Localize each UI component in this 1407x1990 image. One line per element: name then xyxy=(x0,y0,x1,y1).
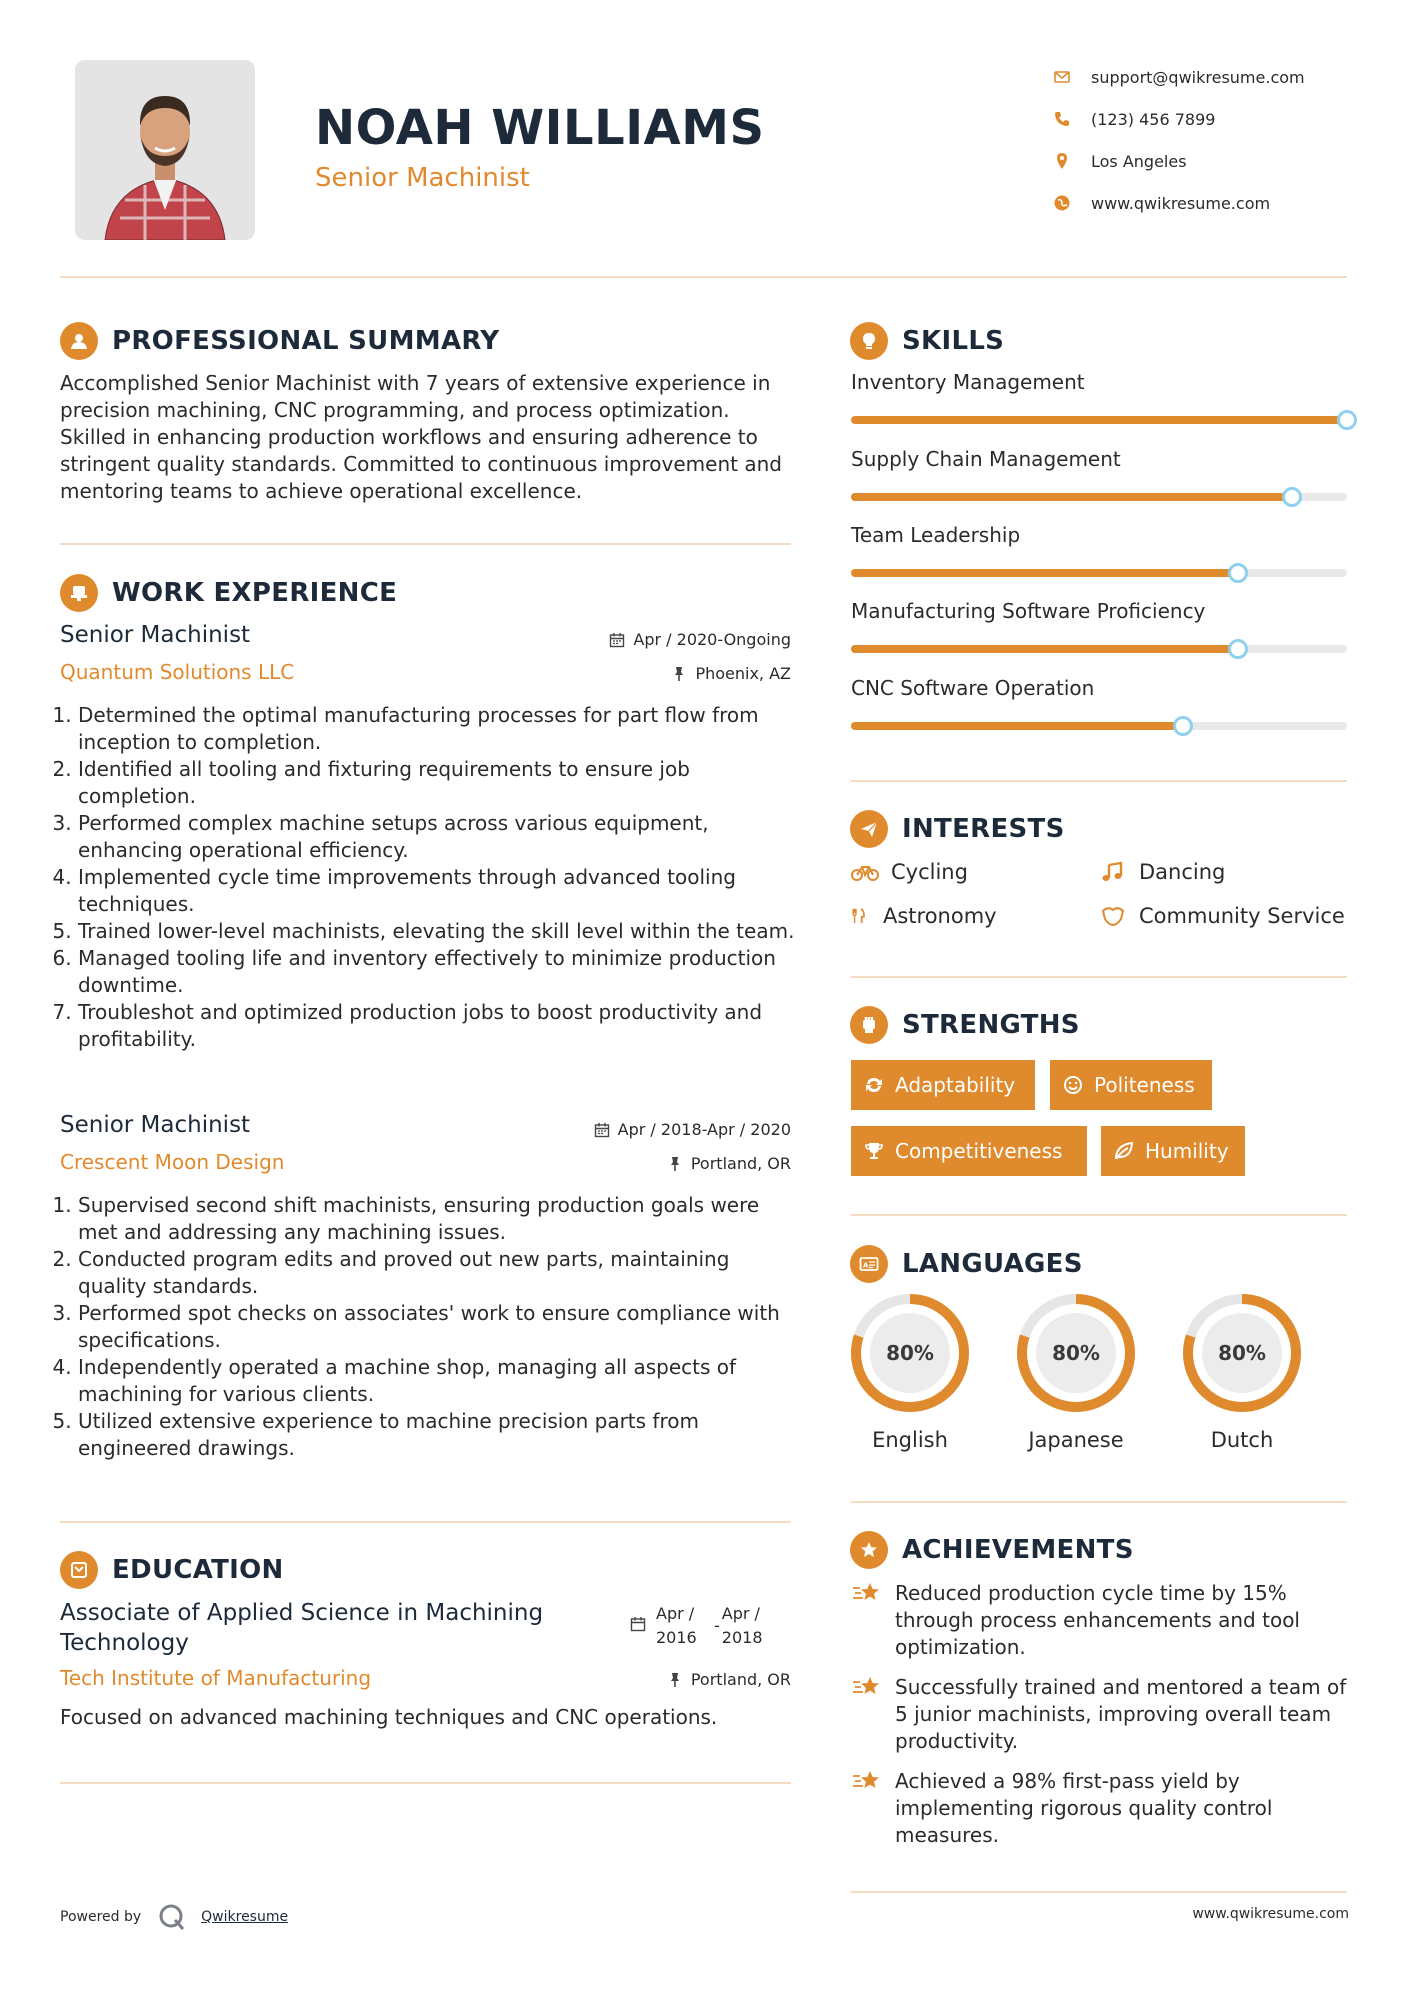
interests-heading-text: INTERESTS xyxy=(902,814,1065,844)
achievement-1 xyxy=(851,1580,1347,1661)
skill-3-fill xyxy=(851,569,1238,577)
skills-heading-text: SKILLS xyxy=(902,326,1005,356)
star-icon xyxy=(851,1768,885,1798)
education-end-year: 2018 xyxy=(721,1628,763,1647)
footer-powered-by xyxy=(60,1902,288,1932)
skill-3-bar xyxy=(851,569,1347,577)
fist-icon xyxy=(850,1006,888,1044)
skill-5-bar xyxy=(851,722,1347,730)
star-icon xyxy=(851,1580,885,1610)
pin-icon xyxy=(671,666,687,682)
interest-cycling-text: Cycling xyxy=(891,860,968,884)
contact-list xyxy=(1053,56,1305,224)
education-date-dash: - xyxy=(714,1616,720,1635)
skill-4-name: Manufacturing Software Proficiency xyxy=(851,599,1206,623)
list-item: 3. Performed spot checks on associates' work to ensure compliance with specifications. xyxy=(78,1300,795,1354)
interest-dancing xyxy=(1099,860,1225,884)
briefcase-icon xyxy=(60,574,98,612)
interests-divider xyxy=(851,976,1347,978)
bicycle-icon xyxy=(851,861,879,883)
achievement-3-text: Achieved a 98% first-pass yield by implementing rigorous quality control measures. xyxy=(895,1769,1273,1847)
job-1-company: Quantum Solutions LLC xyxy=(60,660,295,684)
interests-heading xyxy=(850,810,1065,848)
strength-adaptability xyxy=(851,1060,1035,1110)
job-1-date-text: Apr / 2020-Ongoing xyxy=(633,630,791,649)
job-1-title: Senior Machinist xyxy=(60,622,251,648)
skills-heading xyxy=(850,322,1004,360)
paper-plane-icon xyxy=(850,810,888,848)
japanese-progress-ring xyxy=(1015,1292,1137,1414)
interest-dancing-text: Dancing xyxy=(1139,860,1226,884)
contact-email-text: support@qwikresume.com xyxy=(1091,67,1305,87)
job-1-location xyxy=(520,664,791,683)
skill-4-knob[interactable] xyxy=(1228,639,1248,659)
education-divider xyxy=(60,1782,791,1784)
list-item: 4. Independently operated a machine shop, managing all aspects of machining for various clients. xyxy=(78,1354,795,1408)
skill-4-fill xyxy=(851,645,1238,653)
skill-2-bar xyxy=(851,493,1347,501)
languages-heading xyxy=(850,1245,1083,1283)
skill-1-fill xyxy=(851,416,1347,424)
language-dutch xyxy=(1177,1292,1307,1452)
strengths-divider xyxy=(851,1214,1347,1216)
contact-location-text: Los Angeles xyxy=(1091,151,1187,171)
lightbulb-icon xyxy=(850,322,888,360)
graduation-icon xyxy=(60,1551,98,1589)
interest-cycling xyxy=(851,860,968,884)
envelope-icon xyxy=(1053,68,1071,86)
contact-website[interactable] xyxy=(1053,182,1305,224)
job-1-location-text: Phoenix, AZ xyxy=(695,664,791,683)
education-heading-text: EDUCATION xyxy=(112,1555,284,1585)
strength-politeness xyxy=(1050,1060,1212,1110)
job-2-bullets xyxy=(60,1192,795,1462)
calendar-icon xyxy=(609,632,625,648)
globe-icon xyxy=(1053,194,1071,212)
strength-competitiveness xyxy=(851,1126,1087,1176)
education-end xyxy=(722,1602,763,1650)
list-item: 5. Trained lower-level machinists, elevating the skill level within the team. xyxy=(78,918,795,945)
dutch-percent: 80% xyxy=(1218,1341,1266,1365)
map-pin-icon xyxy=(1053,152,1071,170)
phone-icon xyxy=(1053,110,1071,128)
education-school: Tech Institute of Manufacturing xyxy=(60,1666,372,1690)
education-heading xyxy=(60,1551,284,1589)
skill-1-name: Inventory Management xyxy=(851,370,1085,394)
shield-icon xyxy=(1099,905,1127,927)
leaf-icon xyxy=(1113,1140,1135,1162)
contact-phone-text: (123) 456 7899 xyxy=(1091,109,1216,129)
work-divider xyxy=(60,1521,791,1523)
skill-1-bar xyxy=(851,416,1347,424)
contact-phone[interactable] xyxy=(1053,98,1305,140)
strength-humility-text: Humility xyxy=(1145,1139,1229,1163)
pin-icon xyxy=(667,1156,683,1172)
interest-community-service xyxy=(1099,904,1345,928)
list-item: 3. Performed complex machine setups across various equipment, enhancing operational efficiency. xyxy=(78,810,795,864)
achievement-2 xyxy=(851,1674,1347,1755)
list-item: 1. Determined the optimal manufacturing processes for part flow from inception to completion. xyxy=(78,702,795,756)
skill-5-name: CNC Software Operation xyxy=(851,676,1095,700)
list-item: 6. Managed tooling life and inventory effectively to minimize production downtime. xyxy=(78,945,795,999)
list-item: 1. Supervised second shift machinists, ensuring production goals were met and addressing any machining issues. xyxy=(78,1192,795,1246)
skill-2-name: Supply Chain Management xyxy=(851,447,1121,471)
candidate-name: NOAH WILLIAMS xyxy=(315,100,765,156)
pin-icon xyxy=(667,1672,683,1688)
dutch-label: Dutch xyxy=(1210,1428,1274,1452)
id-card-icon xyxy=(850,1245,888,1283)
summary-text: Accomplished Senior Machinist with 7 years of extensive experience in precision machining, CNC programming, and process optimization. Skilled in enhancing production workflows and ensuring adherence to stringent quality standards. Committed to continuous improvement and mentoring teams to achieve operational excellence. xyxy=(60,371,782,503)
japanese-percent: 80% xyxy=(1052,1341,1100,1365)
list-item: 5. Utilized extensive experience to machine precision parts from engineered drawings. xyxy=(78,1408,795,1462)
english-progress-ring xyxy=(849,1292,971,1414)
candidate-title: Senior Machinist xyxy=(315,163,530,193)
education-dates xyxy=(630,1602,763,1650)
education-degree: Associate of Applied Science in Machining Technology xyxy=(60,1600,544,1656)
english-percent: 80% xyxy=(886,1341,934,1365)
education-location xyxy=(520,1670,791,1689)
strength-competitiveness-text: Competitiveness xyxy=(895,1139,1063,1163)
calendar-icon xyxy=(630,1616,646,1632)
header-divider xyxy=(60,276,1347,278)
language-japanese xyxy=(1011,1292,1141,1452)
work-heading xyxy=(60,574,397,612)
strength-adaptability-text: Adaptability xyxy=(895,1073,1016,1097)
achievements-divider xyxy=(851,1891,1347,1893)
refresh-icon xyxy=(863,1074,885,1096)
qwikresume-link[interactable]: Qwikresume xyxy=(201,1909,289,1925)
list-item: 7. Troubleshot and optimized production jobs to boost productivity and profitability. xyxy=(78,999,795,1053)
languages-heading-text: LANGUAGES xyxy=(902,1249,1083,1279)
skill-3-knob[interactable] xyxy=(1228,563,1248,583)
list-item: 4. Implemented cycle time improvements through advanced tooling techniques. xyxy=(78,864,795,918)
job-2-date-text: Apr / 2018-Apr / 2020 xyxy=(617,1120,791,1139)
education-start-year: 2016 xyxy=(656,1628,697,1647)
footer-website[interactable]: www.qwikresume.com xyxy=(1192,1906,1349,1922)
achievements-heading xyxy=(850,1531,1134,1569)
job-1-date xyxy=(520,630,791,649)
skill-1-knob[interactable] xyxy=(1337,410,1357,430)
skill-2-knob[interactable] xyxy=(1282,487,1302,507)
dutch-progress-ring xyxy=(1181,1292,1303,1414)
star-icon xyxy=(851,1674,885,1704)
list-item: 2. Identified all tooling and fixturing requirements to ensure job completion. xyxy=(78,756,795,810)
powered-by-text: Powered by xyxy=(60,1909,142,1925)
education-location-text: Portland, OR xyxy=(690,1670,791,1689)
job-2-location xyxy=(520,1154,791,1173)
education-start-month: Apr / xyxy=(656,1604,695,1623)
calendar-icon xyxy=(594,1122,610,1138)
strength-humility xyxy=(1101,1126,1245,1176)
utensils-icon xyxy=(851,905,871,927)
list-item: 2. Conducted program edits and proved out new parts, maintaining quality standards. xyxy=(78,1246,795,1300)
job-1-bullets xyxy=(60,702,795,1053)
education-description: Focused on advanced machining techniques and CNC operations. xyxy=(60,1705,718,1729)
work-heading-text: WORK EXPERIENCE xyxy=(112,578,398,608)
music-note-icon xyxy=(1099,861,1127,883)
japanese-label: Japanese xyxy=(1028,1428,1124,1452)
skills-divider xyxy=(851,780,1347,782)
strengths-heading xyxy=(850,1006,1080,1044)
job-2-title: Senior Machinist xyxy=(60,1112,251,1138)
interest-community-service-text: Community Service xyxy=(1139,904,1345,928)
job-2-location-text: Portland, OR xyxy=(690,1154,791,1173)
strengths-heading-text: STRENGTHS xyxy=(902,1010,1080,1040)
skill-4-bar xyxy=(851,645,1347,653)
skill-5-fill xyxy=(851,722,1183,730)
qwikresume-logo-icon xyxy=(157,1902,187,1932)
summary-heading xyxy=(60,322,499,360)
trophy-icon xyxy=(863,1140,885,1162)
contact-location xyxy=(1053,140,1305,182)
interest-astronomy xyxy=(851,904,997,928)
profile-photo xyxy=(75,60,255,240)
language-english xyxy=(845,1292,975,1452)
svg-text:A: A xyxy=(863,1261,869,1270)
summary-divider xyxy=(60,543,791,545)
interest-astronomy-text: Astronomy xyxy=(883,904,997,928)
achievements-heading-text: ACHIEVEMENTS xyxy=(902,1535,1134,1565)
education-end-month: Apr / xyxy=(721,1604,760,1623)
smile-icon xyxy=(1062,1074,1084,1096)
achievement-2-text: Successfully trained and mentored a team of 5 junior machinists, improving overall team productivity. xyxy=(895,1675,1347,1753)
strength-politeness-text: Politeness xyxy=(1094,1073,1195,1097)
english-label: English xyxy=(872,1428,948,1452)
achievement-3 xyxy=(851,1768,1347,1849)
skill-3-name: Team Leadership xyxy=(851,523,1021,547)
achievement-1-text: Reduced production cycle time by 15% through process enhancements and tool optimization. xyxy=(895,1581,1300,1659)
job-2-company: Crescent Moon Design xyxy=(60,1150,285,1174)
user-icon xyxy=(60,322,98,360)
skill-5-knob[interactable] xyxy=(1173,716,1193,736)
contact-website-text: www.qwikresume.com xyxy=(1091,193,1271,213)
job-2-date xyxy=(520,1120,791,1139)
award-star-icon xyxy=(850,1531,888,1569)
skill-2-fill xyxy=(851,493,1292,501)
education-start xyxy=(656,1602,716,1650)
languages-divider xyxy=(851,1501,1347,1503)
summary-heading-text: PROFESSIONAL SUMMARY xyxy=(112,326,500,356)
contact-email[interactable] xyxy=(1053,56,1305,98)
